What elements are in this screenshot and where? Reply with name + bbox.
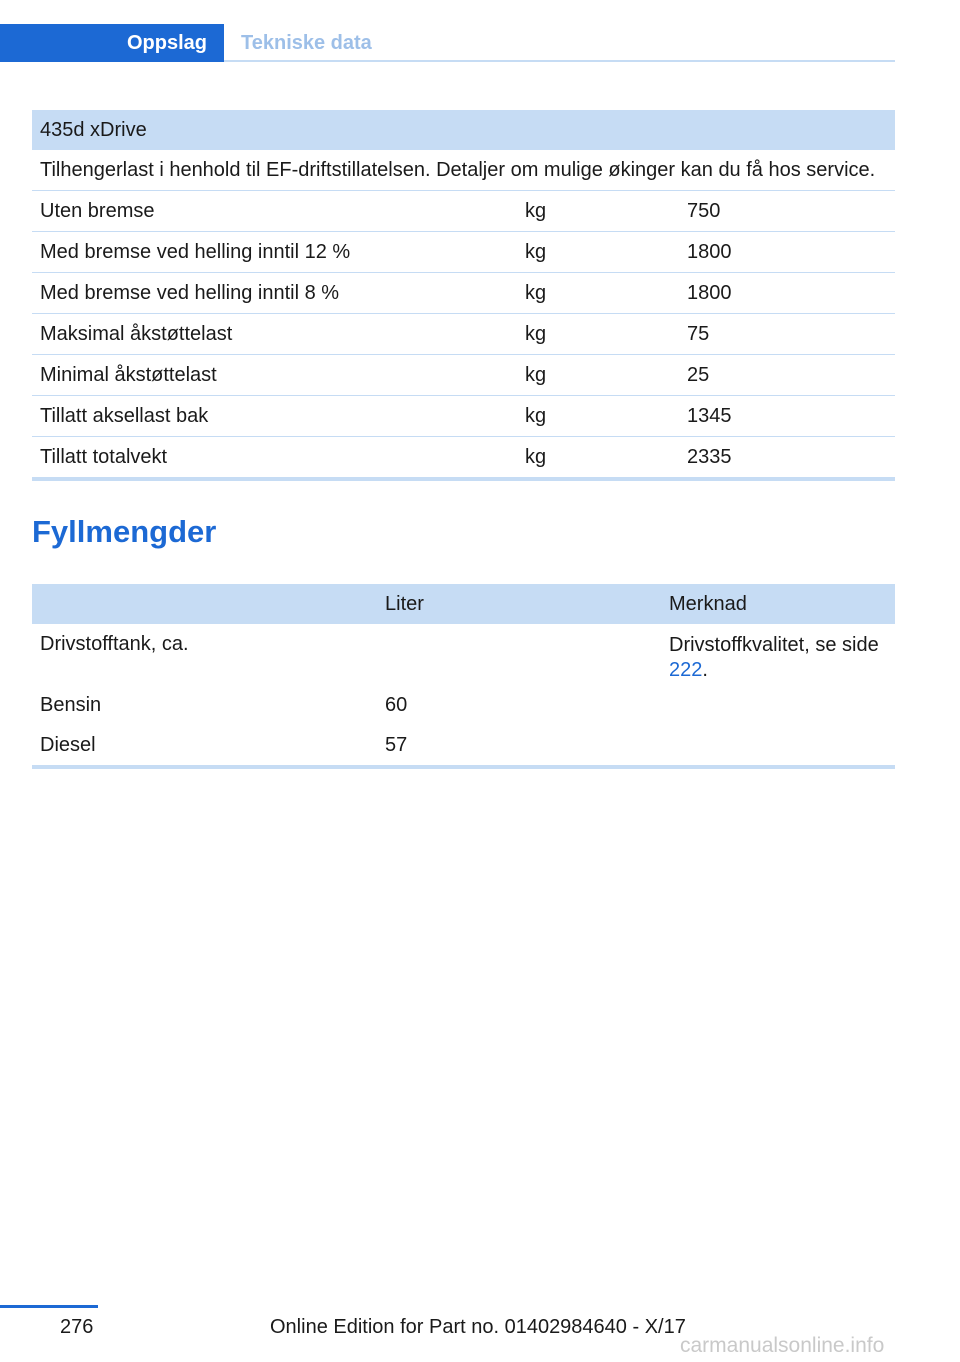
tank-note-text: Drivstoffkvalitet, se side bbox=[669, 634, 879, 656]
header-empty-cell bbox=[32, 584, 377, 624]
row-label: Med bremse ved helling inntil 8 % bbox=[32, 273, 517, 314]
tank-note bbox=[661, 624, 895, 685]
tank-liter-empty bbox=[377, 624, 661, 685]
table-row bbox=[32, 437, 895, 480]
tab-oppslag[interactable]: Oppslag bbox=[0, 24, 224, 62]
row-unit: kg bbox=[517, 273, 679, 314]
row-value: 75 bbox=[679, 314, 895, 355]
row-value: 2335 bbox=[679, 437, 895, 480]
table-row bbox=[32, 273, 895, 314]
table-row bbox=[32, 624, 895, 685]
table-row bbox=[32, 396, 895, 437]
fuel-liter: 60 bbox=[385, 694, 408, 716]
row-label: Tillatt aksellast bak bbox=[32, 396, 517, 437]
edition-text: Online Edition for Part no. 01402984640 - X/17 bbox=[270, 1316, 686, 1338]
page-number: 276 bbox=[60, 1316, 94, 1338]
row-unit: kg bbox=[517, 191, 679, 232]
section-heading-fyllmengder: Fyllmengder bbox=[32, 514, 217, 549]
footer-accent-bar bbox=[0, 1305, 98, 1308]
header-merknad: Merknad bbox=[661, 584, 895, 624]
trailer-load-table bbox=[32, 110, 895, 481]
row-unit: kg bbox=[517, 232, 679, 273]
tank-label: Drivstofftank, ca. bbox=[40, 633, 189, 655]
table-header-row bbox=[32, 584, 895, 624]
row-label: Minimal åkstøttelast bbox=[32, 355, 517, 396]
header-liter: Liter bbox=[377, 584, 661, 624]
trailer-load-note: Tilhengerlast i henhold til EF-driftstillatelsen. Detaljer om mulige økinger kan du få hos service. bbox=[32, 150, 895, 191]
fill-quantities-table bbox=[32, 584, 895, 769]
row-label: Med bremse ved helling inntil 12 % bbox=[32, 232, 517, 273]
row-value: 1800 bbox=[679, 232, 895, 273]
fuel-label: Bensin bbox=[40, 694, 102, 716]
model-title: 435d xDrive bbox=[32, 110, 895, 150]
fuel-liter: 57 bbox=[377, 725, 661, 767]
row-unit: kg bbox=[517, 314, 679, 355]
page-reference-link[interactable]: 222 bbox=[669, 659, 703, 681]
row-value: 750 bbox=[679, 191, 895, 232]
table-row bbox=[32, 685, 895, 725]
table-header-row bbox=[32, 110, 895, 150]
watermark: carmanualsonline.info bbox=[680, 1334, 885, 1357]
table-note-row bbox=[32, 150, 895, 191]
row-label: Uten bremse bbox=[32, 191, 517, 232]
row-label: Maksimal åkstøttelast bbox=[32, 314, 517, 355]
table-row bbox=[32, 191, 895, 232]
row-value: 1800 bbox=[679, 273, 895, 314]
fuel-label: Diesel bbox=[32, 725, 377, 767]
table-row bbox=[32, 725, 895, 767]
tank-note-end: . bbox=[702, 659, 708, 681]
table-row bbox=[32, 232, 895, 273]
fuel-note-empty bbox=[661, 725, 895, 767]
row-value: 25 bbox=[679, 355, 895, 396]
row-unit: kg bbox=[517, 396, 679, 437]
table-row bbox=[32, 314, 895, 355]
header-tabbar bbox=[0, 24, 895, 62]
row-unit: kg bbox=[517, 355, 679, 396]
row-unit: kg bbox=[517, 437, 679, 480]
row-value: 1345 bbox=[679, 396, 895, 437]
tab-tekniske-data[interactable]: Tekniske data bbox=[241, 32, 372, 54]
table-row bbox=[32, 355, 895, 396]
row-label: Tillatt totalvekt bbox=[32, 437, 517, 480]
fuel-note-empty bbox=[661, 685, 895, 725]
